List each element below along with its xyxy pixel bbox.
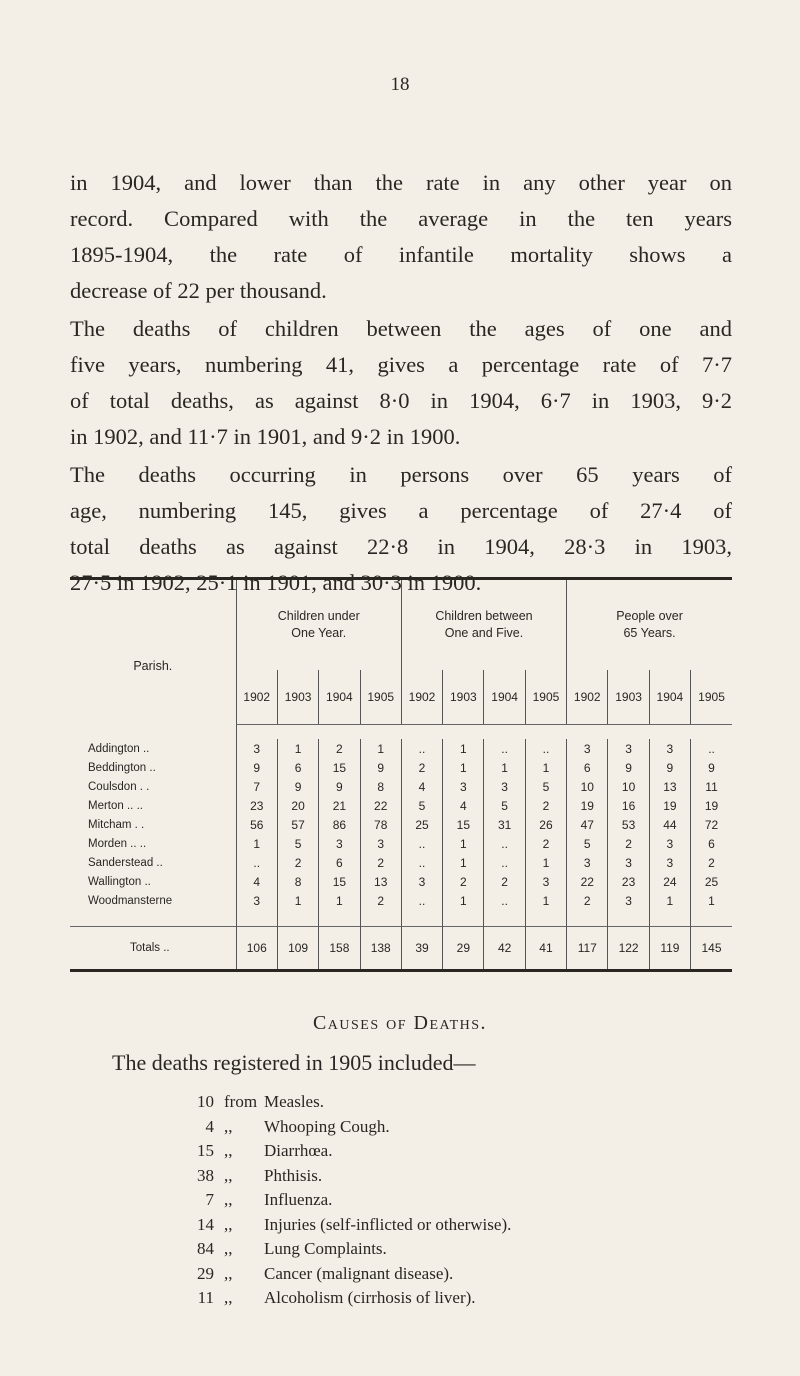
table-row (70, 777, 732, 796)
table-cell: .. (484, 853, 525, 872)
text-line: in 1904, and lower than the rate in any other year on (70, 170, 732, 195)
year-header: 1902 (567, 670, 608, 725)
table-cell: 9 (277, 777, 318, 796)
table-cell: 9 (649, 758, 690, 777)
table-cell: 3 (608, 853, 649, 872)
table-cell: .. (484, 891, 525, 910)
total-cell: 106 (236, 927, 277, 971)
list-item (170, 1264, 511, 1289)
table-cell: 3 (236, 891, 277, 910)
table-cell: 19 (691, 796, 732, 815)
cause-ditto: ,, (224, 1141, 233, 1160)
text-line: five years, numbering 41, gives a percentage rate of 7·7 (70, 352, 732, 377)
group-header-one-to-five: Children between One and Five. (401, 579, 566, 671)
table-cell: 2 (360, 853, 401, 872)
list-item (170, 1092, 511, 1117)
cause-ditto: ,, (224, 1239, 233, 1258)
table-cell: 13 (360, 872, 401, 891)
paragraph-children-one-to-five (70, 311, 732, 455)
table-cell: 3 (525, 872, 566, 891)
cause-text: Diarrhœa. (264, 1141, 333, 1160)
table-cell: 47 (567, 815, 608, 834)
table-cell: 4 (443, 796, 484, 815)
page-number: 18 (390, 74, 410, 95)
cause-text: Cancer (malignant disease). (264, 1263, 454, 1283)
table-cell: 3 (360, 834, 401, 853)
total-cell: 122 (608, 927, 649, 971)
table-cell: 6 (691, 834, 732, 853)
total-cell: 42 (484, 927, 525, 971)
causes-list (170, 1092, 511, 1313)
table-cell: 15 (443, 815, 484, 834)
table-cell: 86 (319, 815, 360, 834)
table-cell: 19 (567, 796, 608, 815)
table-cell: 13 (649, 777, 690, 796)
text-line: 1895-1904, the rate of infantile mortality shows a (70, 242, 732, 267)
parish-name: Addington .. (88, 742, 150, 755)
text-line: The deaths occurring in persons over 65 years of (70, 462, 732, 487)
table-cell: 1 (360, 739, 401, 758)
table-cell: 2 (319, 739, 360, 758)
cause-count: 7 (205, 1190, 214, 1209)
table-cell: 1 (319, 891, 360, 910)
text-line: The deaths of children between the ages of one and (70, 316, 732, 341)
table-cell: 1 (691, 891, 732, 910)
table-cell: 6 (567, 758, 608, 777)
list-item (170, 1288, 511, 1313)
cause-ditto: ,, (224, 1214, 233, 1234)
text-line: decrease of 22 per thousand. (70, 278, 327, 303)
list-item (170, 1239, 511, 1264)
table-cell: 3 (649, 834, 690, 853)
cause-count: 29 (197, 1263, 214, 1283)
table-cell: 53 (608, 815, 649, 834)
table-cell: 5 (401, 796, 442, 815)
table-cell: 9 (236, 758, 277, 777)
table-cell: 5 (484, 796, 525, 815)
cause-count: 38 (197, 1165, 214, 1185)
cause-text: Phthisis. (264, 1165, 323, 1185)
table-cell: 4 (236, 872, 277, 891)
table-cell: .. (401, 834, 442, 853)
parish-name: Mitcham . . (88, 818, 145, 831)
table-cell: 5 (567, 834, 608, 853)
cause-ditto: ,, (224, 1165, 233, 1185)
text-line: record. Compared with the average in the ten years (70, 206, 732, 231)
table-cell: 26 (525, 815, 566, 834)
table-cell: 1 (277, 739, 318, 758)
total-cell: 41 (525, 927, 566, 971)
table-cell: 5 (277, 834, 318, 853)
table-cell: 3 (649, 853, 690, 872)
table-cell: .. (484, 739, 525, 758)
table-cell: 1 (649, 891, 690, 910)
parish-name: Wallington .. (88, 875, 151, 888)
table-cell: 2 (401, 758, 442, 777)
table-cell: 11 (691, 777, 732, 796)
table-cell: 1 (277, 891, 318, 910)
text-line: in 1902, and 11·7 in 1901, and 9·2 in 1900. (70, 424, 461, 449)
table-cell: 24 (649, 872, 690, 891)
totals-label: Totals .. (130, 942, 170, 954)
table-cell: 3 (319, 834, 360, 853)
table-cell: 72 (691, 815, 732, 834)
table-cell: 9 (360, 758, 401, 777)
table-cell: 9 (691, 758, 732, 777)
table-cell: 3 (608, 739, 649, 758)
parish-header: Parish. (133, 659, 173, 674)
parish-name: Beddington .. (88, 761, 156, 774)
cause-count: 10 (197, 1092, 214, 1111)
parish-name: Morden .. .. (88, 837, 147, 850)
table-cell: 25 (691, 872, 732, 891)
table-cell: 9 (319, 777, 360, 796)
cause-count: 84 (197, 1239, 214, 1258)
table-cell: 8 (360, 777, 401, 796)
table-cell: 3 (608, 891, 649, 910)
list-item (170, 1190, 511, 1215)
total-cell: 158 (319, 927, 360, 971)
table-cell: 2 (277, 853, 318, 872)
year-header: 1904 (484, 670, 525, 725)
table-cell: .. (401, 739, 442, 758)
table-cell: 78 (360, 815, 401, 834)
paragraph-infant-mortality (70, 165, 732, 309)
table-cell: 1 (443, 853, 484, 872)
table-cell: 2 (525, 834, 566, 853)
text-line: age, numbering 145, gives a percentage of 27·4 of (70, 498, 732, 523)
table-cell: 1 (236, 834, 277, 853)
table-cell: 3 (236, 739, 277, 758)
table-cell: 1 (484, 758, 525, 777)
table-cell: .. (401, 853, 442, 872)
table-cell: 44 (649, 815, 690, 834)
causes-heading: Causes of Deaths. (312, 1012, 488, 1034)
table-cell: 22 (567, 872, 608, 891)
table-cell: 25 (401, 815, 442, 834)
list-item (170, 1141, 511, 1166)
table-cell: 4 (401, 777, 442, 796)
table-cell: 2 (484, 872, 525, 891)
parish-name: Sanderstead .. (88, 856, 163, 869)
cause-text: Measles. (264, 1092, 324, 1111)
cause-count: 4 (205, 1116, 214, 1136)
causes-intro: The deaths registered in 1905 included— (112, 1050, 476, 1075)
table-row (70, 758, 732, 777)
table-cell: 15 (319, 758, 360, 777)
table-cell: 6 (319, 853, 360, 872)
table-cell: 21 (319, 796, 360, 815)
table-cell: .. (401, 891, 442, 910)
table-row (70, 796, 732, 815)
year-header: 1903 (277, 670, 318, 725)
table-cell: 1 (443, 739, 484, 758)
year-header: 1905 (691, 670, 732, 725)
cause-ditto: ,, (224, 1116, 233, 1136)
table-cell: 15 (319, 872, 360, 891)
table-cell: 5 (525, 777, 566, 796)
cause-ditto: from (224, 1092, 258, 1111)
text-line: 27·5 in 1902, 25·1 in 1901, and 30·3 in 1900. (70, 570, 482, 595)
text-line: of total deaths, as against 8·0 in 1904, 6·7 in 1903, 9·2 (70, 388, 732, 413)
table-cell: 2 (608, 834, 649, 853)
total-cell: 138 (360, 927, 401, 971)
table-cell: .. (484, 834, 525, 853)
list-item (170, 1166, 511, 1191)
cause-text: Whooping Cough. (264, 1116, 390, 1136)
year-header: 1904 (649, 670, 690, 725)
table-cell: 1 (443, 834, 484, 853)
table-cell: 10 (608, 777, 649, 796)
totals-row (70, 927, 732, 971)
table-cell: 1 (525, 853, 566, 872)
year-header: 1902 (401, 670, 442, 725)
table-cell: 1 (525, 891, 566, 910)
table-cell: 3 (484, 777, 525, 796)
table-row (70, 872, 732, 891)
table-cell: 23 (236, 796, 277, 815)
year-header: 1904 (319, 670, 360, 725)
table-cell: .. (691, 739, 732, 758)
table-cell: 7 (236, 777, 277, 796)
table-cell: 23 (608, 872, 649, 891)
table-cell: 3 (567, 739, 608, 758)
cause-count: 11 (197, 1288, 214, 1307)
year-header: 1905 (525, 670, 566, 725)
table-row (70, 853, 732, 872)
total-cell: 119 (649, 927, 690, 971)
parish-name: Coulsdon . . (88, 780, 150, 793)
table-cell: 31 (484, 815, 525, 834)
year-header: 1903 (608, 670, 649, 725)
table-cell: 3 (649, 739, 690, 758)
table-cell: 10 (567, 777, 608, 796)
year-header: 1905 (360, 670, 401, 725)
table-row (70, 834, 732, 853)
total-cell: 109 (277, 927, 318, 971)
table-row (70, 815, 732, 834)
cause-text: Influenza. (264, 1190, 333, 1209)
table-cell: 57 (277, 815, 318, 834)
cause-text: Alcoholism (cirrhosis of liver). (264, 1288, 476, 1307)
cause-count: 14 (197, 1214, 214, 1234)
table-cell: 16 (608, 796, 649, 815)
total-cell: 145 (691, 927, 732, 971)
table-cell: 19 (649, 796, 690, 815)
table-cell: 3 (401, 872, 442, 891)
table-cell: 1 (525, 758, 566, 777)
table-cell: 6 (277, 758, 318, 777)
table-cell: 56 (236, 815, 277, 834)
table-cell: 2 (691, 853, 732, 872)
table-cell: 2 (567, 891, 608, 910)
year-header: 1902 (236, 670, 277, 725)
total-cell: 39 (401, 927, 442, 971)
cause-ditto: ,, (224, 1288, 233, 1307)
table-cell: .. (525, 739, 566, 758)
table-row (70, 739, 732, 758)
table-cell: 3 (443, 777, 484, 796)
cause-text: Lung Complaints. (264, 1239, 387, 1258)
group-header-over-65: People over 65 Years. (567, 579, 732, 671)
table-cell: 1 (443, 758, 484, 777)
table-row (70, 891, 732, 910)
table-cell: .. (236, 853, 277, 872)
total-cell: 117 (567, 927, 608, 971)
cause-text: Injuries (self-inflicted or otherwise). (264, 1214, 512, 1234)
deaths-by-parish-table (70, 577, 732, 972)
table-cell: 22 (360, 796, 401, 815)
total-cell: 29 (443, 927, 484, 971)
cause-ditto: ,, (224, 1263, 233, 1283)
cause-count: 15 (197, 1141, 214, 1160)
table-cell: 9 (608, 758, 649, 777)
table-cell: 2 (525, 796, 566, 815)
parish-name: Woodmansterne (88, 894, 173, 907)
group-header-under-one: Children under One Year. (236, 579, 401, 671)
table-cell: 3 (567, 853, 608, 872)
table-cell: 2 (360, 891, 401, 910)
table-cell: 1 (443, 891, 484, 910)
table-cell: 2 (443, 872, 484, 891)
year-header: 1903 (443, 670, 484, 725)
list-item (170, 1215, 511, 1240)
parish-name: Merton .. .. (88, 799, 143, 812)
list-item (170, 1117, 511, 1142)
cause-ditto: ,, (224, 1190, 233, 1209)
table-cell: 20 (277, 796, 318, 815)
table-cell: 8 (277, 872, 318, 891)
text-line: total deaths as against 22·8 in 1904, 28·3 in 1903, (70, 534, 732, 559)
